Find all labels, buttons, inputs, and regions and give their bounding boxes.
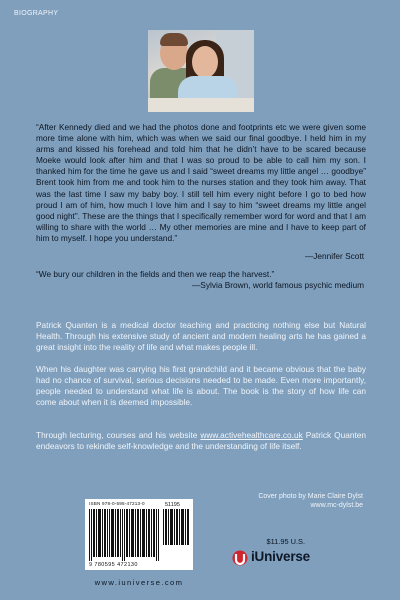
publisher-name: iUniverse: [251, 549, 310, 564]
book-price: $11.95 U.S.: [266, 537, 305, 546]
author-photo: [148, 30, 254, 112]
testimonial-attribution: —Sylvia Brown, world famous psychic medium: [192, 280, 364, 290]
isbn-barcode: [85, 499, 193, 570]
price-code: 51195: [165, 502, 180, 508]
author-bio-paragraph: When his daughter was carrying his first grandchild and it became obvious that the baby had no chance of survival, serious decisions needed to be made. Even more importantly, people needed to understand what life is about. The book is the story of how life can come about when it is deemed impossible.: [36, 364, 366, 408]
photo-credit-url: www.mc-dylst.be: [310, 502, 363, 509]
testimonial-attribution: —Jennifer Scott: [304, 251, 364, 261]
testimonial-quote: “After Kennedy died and we had the photos done and footprints etc we were given some more time alone with him, which was when we said our final goodbye. I held him in my arms and kissed his forehead and told him that he didn’t have to be scared because Moeke would look after him and that I was so proud to be able to call him my son. I thanked him for the time he gave us and I said “sweet dreams my little angel … goodbye” Brent took him from me and took him to the nurses station and they took him away. That was the last time I saw my baby boy. I still tell him every night before I go to bed how proud I am of him, how much I love him and I say to him “sweet dreams my little angel good night”. These are the things that I specifically remember word for word and that I am willing to share with the world … My other memories are mine and I have to keep part of him to myself. I hope you understand.”: [36, 122, 366, 243]
author-website-link[interactable]: www.activehealthcare.co.uk: [200, 430, 303, 440]
isbn-digits: 9 780595 472130: [89, 562, 138, 568]
category-label: BIOGRAPHY: [14, 10, 59, 17]
author-bio-paragraph: Patrick Quanten is a medical doctor teaching and practicing nothing else but Natural Health. Through his extensive study of ancient and modern healing arts he has gained a great insight into the reality of life and what makes people ill.: [36, 320, 366, 353]
author-bio-paragraph: [36, 430, 366, 452]
bio-text: Patrick Quanten endeavors to rekindle self-knowledge and the understanding of life itself.: [36, 430, 366, 452]
iuniverse-logo-icon: [232, 550, 248, 566]
bio-text: Through lecturing, courses and his website: [36, 430, 201, 440]
publisher-logo: [232, 547, 324, 569]
photo-credit: Cover photo by Marie Claire Dylst: [258, 493, 363, 500]
isbn-label: ISBN 978-0-595-47213-0: [89, 501, 145, 506]
testimonial-quote: “We bury our children in the fields and then we reap the harvest.”: [36, 269, 275, 279]
barcode-bars-icon: [89, 509, 159, 561]
price-barcode-icon: [163, 509, 189, 545]
publisher-website: www.iuniverse.com: [94, 578, 184, 587]
